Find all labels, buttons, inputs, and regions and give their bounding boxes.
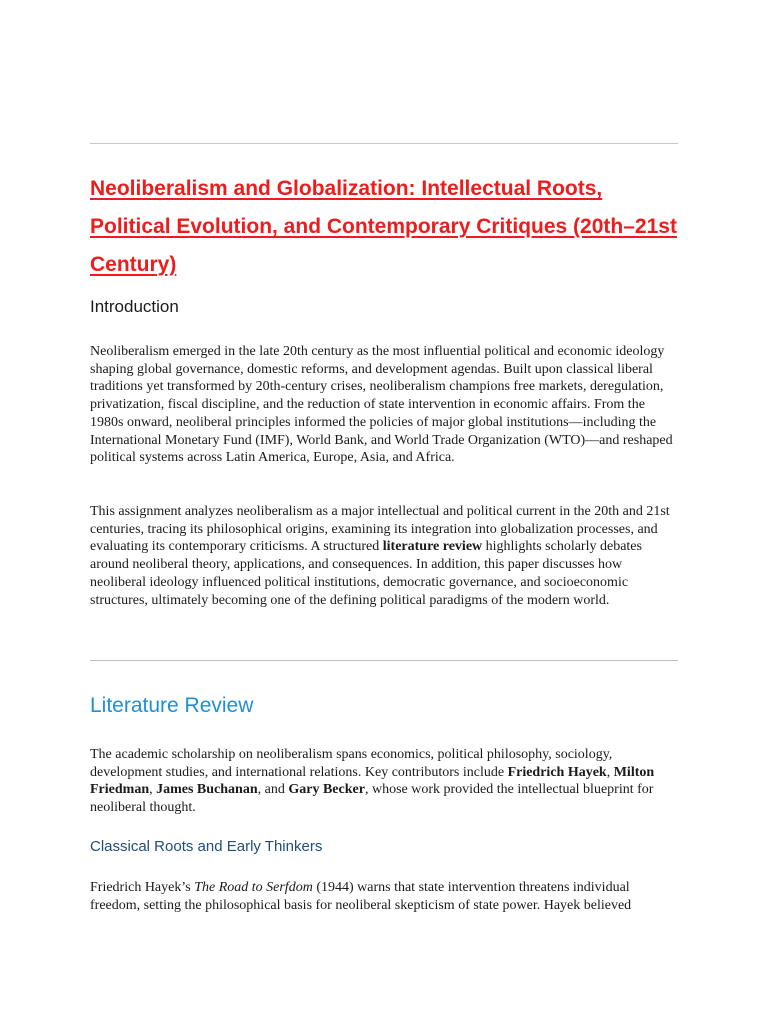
introduction-heading: Introduction [90,297,179,316]
lit-name-buchanan: James Buchanan [156,782,258,798]
lit-sep-2: , [149,782,157,798]
classical-text-end: (1944) warns that state intervention threatens individual freedom, setting the philosophical basis for neoliberal skepticism of state power. Hayek believed [90,880,632,913]
lit-name-hayek: Friedrich Hayek [507,764,607,780]
book-title-road-to-serfdom: The Road to Serfdom [194,880,313,895]
intro-p2-bold-term: literature review [382,539,483,555]
literature-review-heading: Literature Review [90,694,254,717]
lit-sep-3: , and [257,782,289,798]
lit-name-friedman: Milton Friedman [90,764,655,798]
lit-name-becker: Gary Becker [288,782,365,798]
classical-roots-paragraph [90,879,678,914]
top-divider [90,143,678,144]
intro-p2-text-end: highlights scholarly debates around neoliberal theory, applications, and consequences. In addition, this paper discusses how neoliberal ideology influenced political institutions, democratic governance, and socioeconomic structures, ultimately becoming one of the defining political paradigms of the modern world. [90,539,642,608]
introduction-paragraph-2 [90,503,678,609]
classical-roots-heading: Classical Roots and Early Thinkers [90,838,323,855]
lit-text-part1: The academic scholarship on neoliberalism spans economics, political philosophy, sociology, development studies, and international relations. Key contributors include [90,747,613,780]
intro-p2-text-start: This assignment analyzes neoliberalism as a major intellectual and political current in the 20th and 21st centuries, tracing its philosophical origins, examining its integration into globalization processes, and evaluating its contemporary criticisms. A structured [90,504,670,555]
document-title: Neoliberalism and Globalization: Intellectual Roots, Political Evolution, and Contemporary Critiques (20th–21st Century) [90,177,677,276]
literature-review-paragraph [90,746,678,817]
lit-text-part2: , whose work provided the intellectual blueprint for neoliberal thought. [90,782,654,816]
section-divider [90,660,678,661]
classical-text-start: Friedrich Hayek’s [90,880,195,895]
lit-sep-1: , [606,764,614,780]
introduction-paragraph-1: Neoliberalism emerged in the late 20th century as the most influential political and economic ideology shaping global governance, domestic reforms, and development agendas. Built upon classical liberal traditions yet transformed by 20th-century crises, neoliberalism champions free markets, deregulation, privatization, fiscal discipline, and the reduction of state intervention in economic affairs. From the 1980s onward, neoliberal principles informed the policies of major global institutions—including the International Monetary Fund (IMF), World Bank, and World Trade Organization (WTO)—and reshaped political systems across Latin America, Europe, Asia, and Africa. [90,344,673,466]
